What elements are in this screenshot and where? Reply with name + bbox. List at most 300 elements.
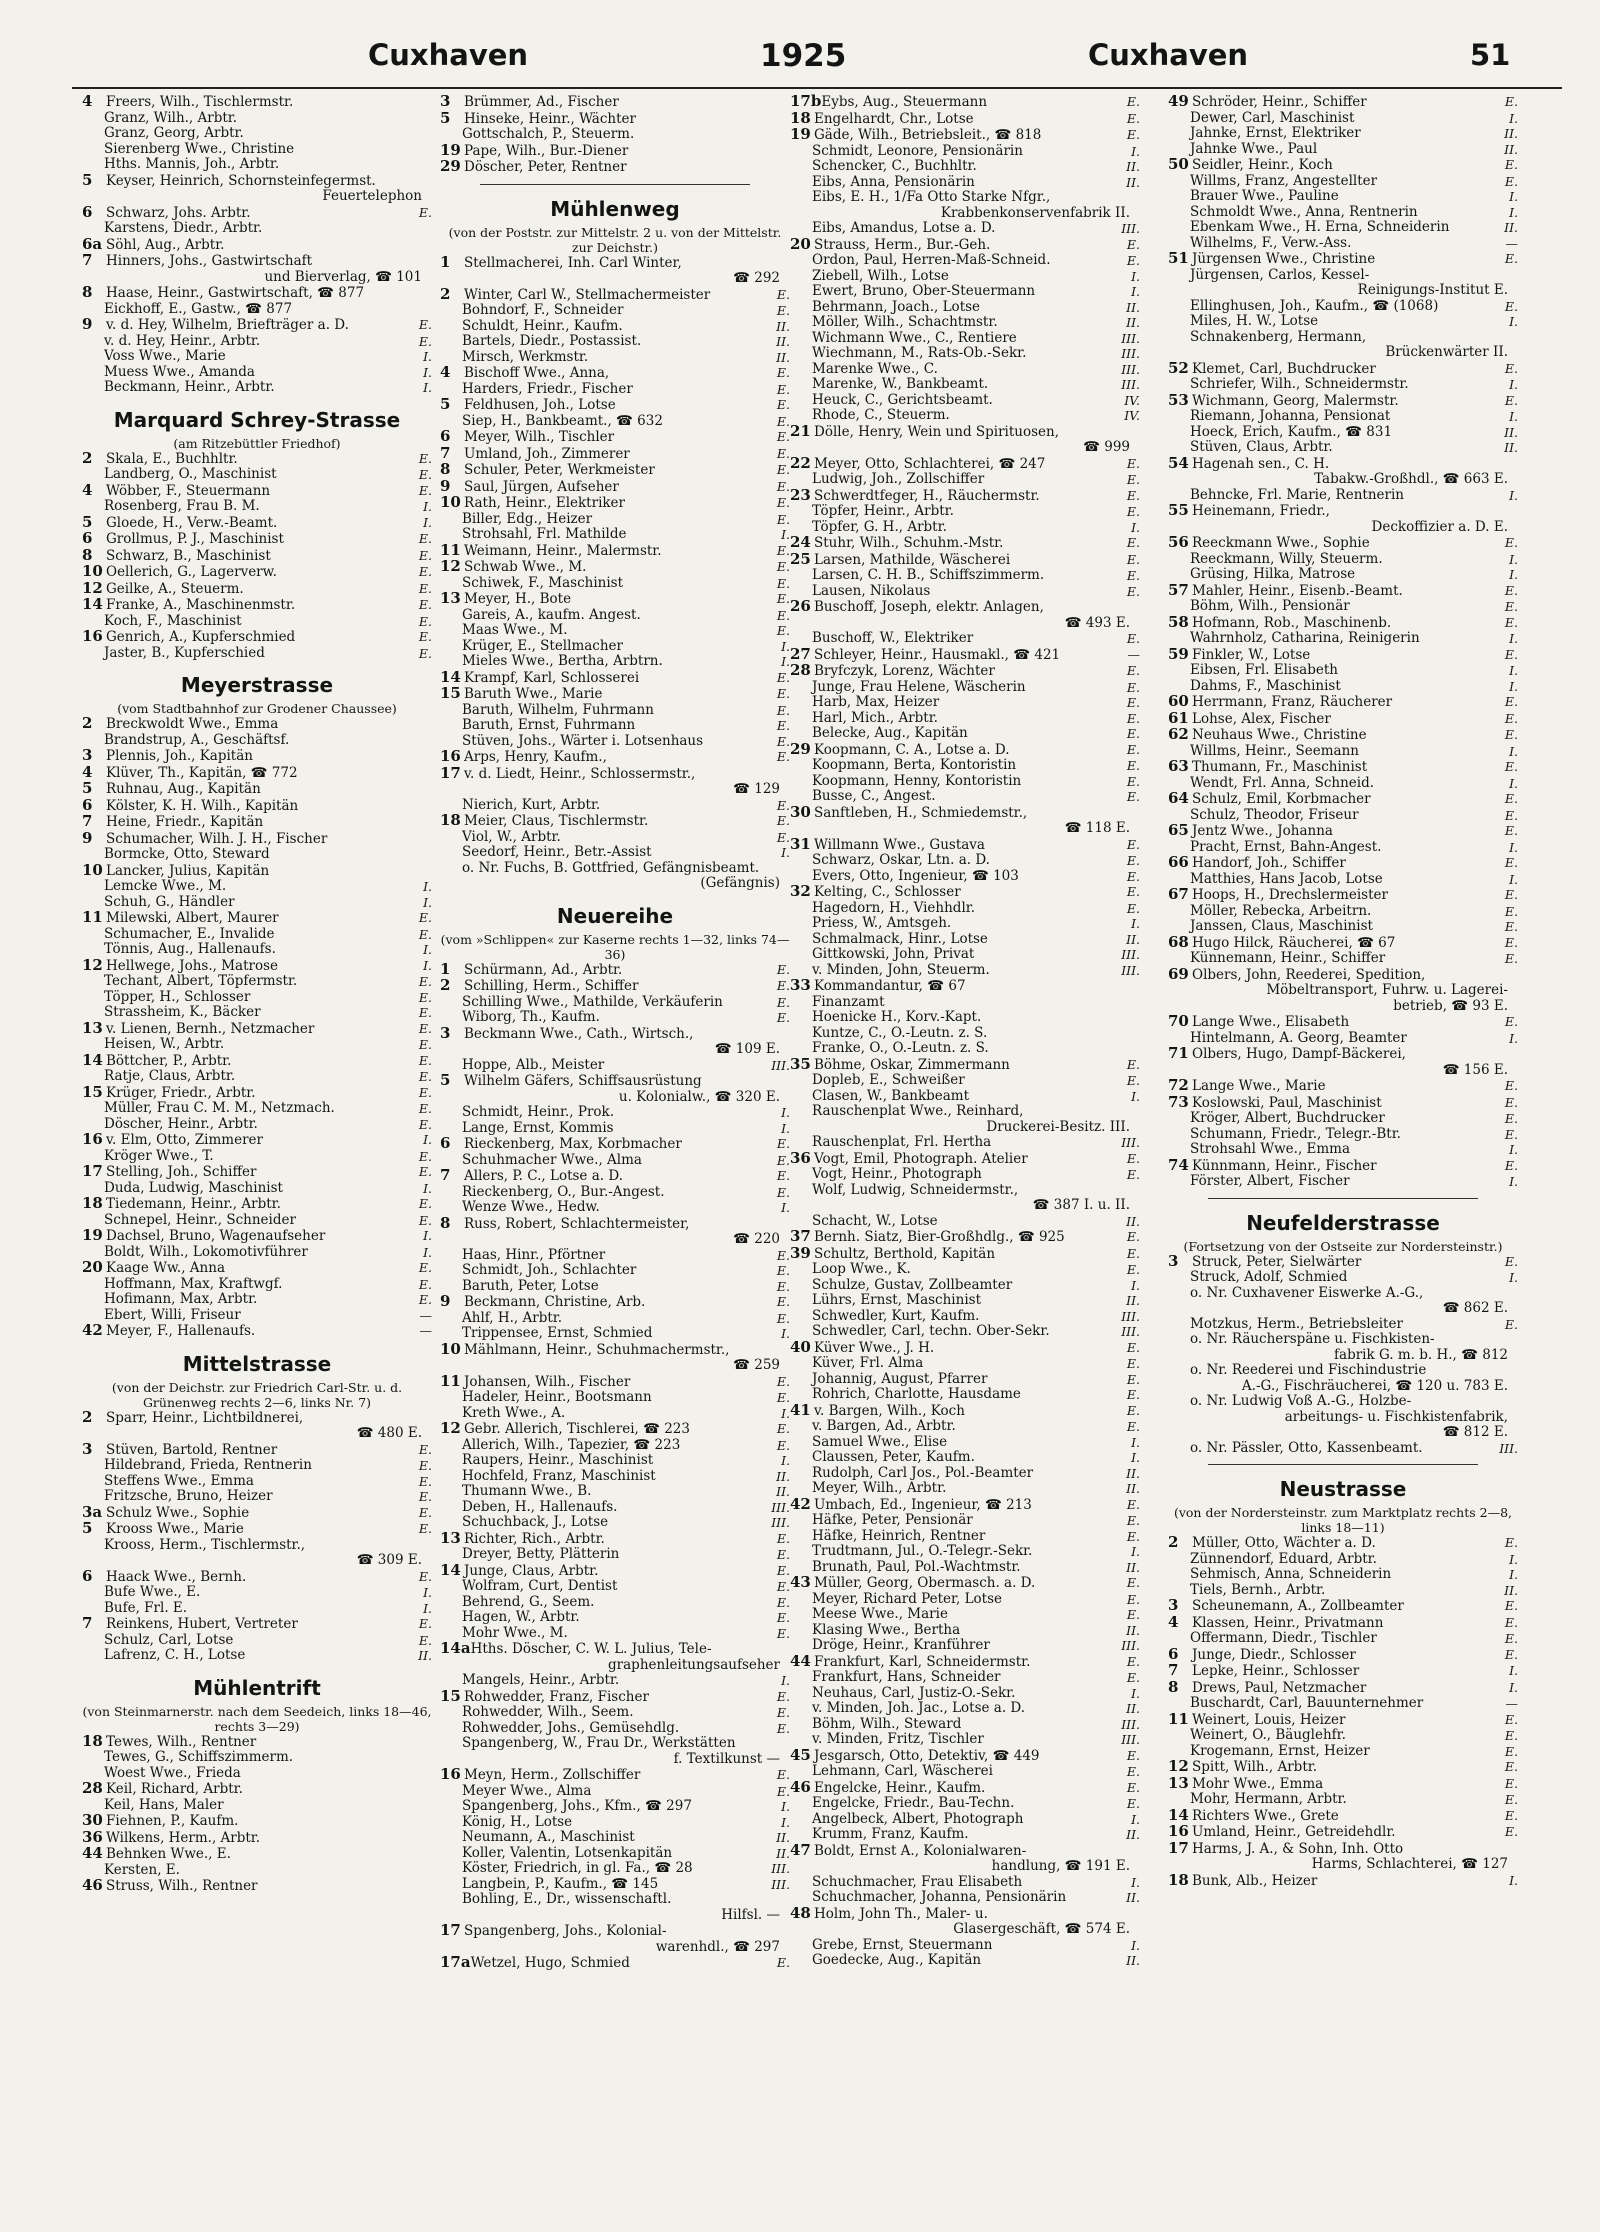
house-number: 72 (1168, 1078, 1189, 1094)
resident-text: Claussen, Peter, Kaufm. (812, 1450, 975, 1465)
floor-marker: II. (1126, 1827, 1140, 1842)
resident-entry (82, 142, 432, 158)
resident-text: Klüver, Th., Kapitän, ☎ 772 (106, 764, 298, 781)
resident-entry (440, 1406, 790, 1422)
resident-text: Krampf, Karl, Schlosserei (464, 669, 640, 686)
house-number: 44 (82, 1846, 103, 1862)
resident-entry (440, 1484, 790, 1500)
house-number: 15 (82, 1084, 103, 1101)
floor-marker: E. (776, 445, 790, 461)
resident-entry (440, 1626, 790, 1642)
resident-entry (790, 1135, 1140, 1151)
floor-marker: E. (1126, 127, 1140, 142)
resident-text: Sierenberg Wwe., Christine (104, 141, 295, 157)
resident-text: König, H., Lotse (462, 1814, 573, 1830)
resident-entry (82, 467, 432, 483)
resident-entry (790, 837, 1140, 854)
resident-text: Klasing Wwe., Bertha (812, 1622, 961, 1638)
floor-marker: E. (1126, 1607, 1140, 1622)
resident-text: Bufe, Frl. E. (104, 1600, 188, 1616)
resident-entry (1168, 631, 1518, 647)
floor-marker: — (1127, 646, 1140, 662)
floor-marker: E. (776, 286, 790, 302)
resident-entry (790, 947, 1140, 963)
resident-entry (1168, 1552, 1518, 1568)
floor-marker: E. (418, 1069, 432, 1084)
resident-entry (440, 1248, 790, 1264)
resident-entry (82, 1601, 432, 1617)
floor-marker: E. (418, 910, 432, 925)
resident-text: Meyer, Richard Peter, Lotse (812, 1591, 1003, 1607)
floor-marker: E. (1126, 1653, 1140, 1669)
resident-entry (82, 1569, 432, 1586)
resident-text: Lange Wwe., Elisabeth (1192, 1014, 1350, 1030)
resident-entry (82, 910, 432, 927)
resident-entry (440, 1294, 790, 1311)
floor-marker: E. (776, 1594, 790, 1610)
resident-entry (82, 942, 432, 958)
floor-marker: E. (1504, 1807, 1518, 1823)
floor-marker: I. (1509, 839, 1518, 855)
floor-marker: E. (1504, 157, 1518, 172)
resident-text: Plennis, Joh., Kapitän (106, 748, 253, 764)
resident-entry (1168, 205, 1518, 221)
floor-marker: I. (423, 364, 432, 380)
house-number: 18 (82, 1196, 103, 1212)
resident-text: Engelhardt, Chr., Lotse (814, 110, 974, 127)
resident-entry (440, 749, 790, 766)
resident-text: Meese Wwe., Marie (812, 1607, 948, 1622)
floor-marker: I. (1509, 871, 1518, 887)
resident-text: Brandstrup, A., Geschäftsf. (104, 732, 290, 748)
resident-entry (440, 1547, 790, 1563)
resident-text: Harms, J. A., & Sohn, Inh. Otto (1192, 1840, 1404, 1857)
floor-marker: E. (418, 482, 432, 498)
resident-text: Weinert, Louis, Heizer (1192, 1711, 1346, 1728)
floor-marker: E. (1126, 1402, 1140, 1418)
floor-marker: E. (418, 564, 432, 579)
resident-text: Neuhaus Wwe., Christine (1192, 727, 1367, 743)
resident-entry (440, 1390, 790, 1406)
resident-text: Küver Wwe., J. H. (814, 1339, 935, 1356)
house-number: 30 (790, 804, 811, 821)
resident-text: Riemann, Johanna, Pensionat (1190, 409, 1391, 424)
floor-marker: E. (1126, 535, 1140, 550)
floor-marker: E. (418, 1164, 432, 1179)
house-number: 7 (82, 253, 93, 269)
floor-marker: E. (418, 597, 432, 612)
resident-entry (1168, 1535, 1518, 1552)
resident-text: Koch, F., Maschinist (104, 613, 242, 629)
house-number: 6 (82, 531, 93, 547)
floor-marker: I. (1131, 143, 1140, 159)
resident-text: Müller, Otto, Wächter a. D. (1192, 1535, 1376, 1551)
floor-marker: E. (1126, 1339, 1140, 1355)
resident-text: v. Bargen, Ad., Arbtr. (812, 1419, 956, 1434)
floor-marker: III. (1121, 346, 1140, 361)
resident-entry (82, 94, 432, 111)
resident-text: Wenze Wwe., Hedw. (462, 1200, 600, 1215)
floor-marker: II. (1126, 1953, 1140, 1968)
resident-entry (790, 901, 1140, 917)
resident-text: Jentz Wwe., Johanna (1192, 823, 1333, 839)
resident-entry (82, 927, 432, 943)
resident-text: Muess Wwe., Amanda (104, 364, 255, 380)
resident-text: Engelcke, Friedr., Bau-Techn. (812, 1796, 1015, 1811)
resident-text: Bunk, Alb., Heizer (1192, 1872, 1318, 1889)
entry-continuation: Tabakw.-Großhdl., ☎ 663 E. (1314, 472, 1508, 487)
resident-entry (82, 1489, 432, 1505)
resident-entry (440, 414, 790, 430)
resident-text: Bryfczyk, Lorenz, Wächter (814, 663, 995, 679)
street-description: (vom Stadtbahnhof zur Grodener Chaussee) (117, 701, 397, 716)
floor-marker: E. (1504, 807, 1518, 823)
resident-text: Böttcher, P., Arbtr. (106, 1052, 232, 1069)
resident-entry (440, 830, 790, 846)
resident-entry (1168, 1776, 1518, 1793)
resident-entry (82, 1734, 432, 1751)
resident-text: Tewes, Wilh., Rentner (106, 1733, 257, 1750)
resident-entry (82, 253, 432, 270)
floor-marker: E. (418, 1504, 432, 1520)
resident-entry (1168, 1317, 1518, 1333)
resident-text: Meyer, Wilh., Tischler (464, 429, 615, 445)
resident-text: Schmalmack, Hinr., Lotse (812, 931, 988, 947)
resident-entry (1168, 1712, 1518, 1729)
floor-marker: I. (781, 845, 790, 860)
resident-text: Töpper, H., Schlosser (104, 989, 251, 1005)
resident-text: Schmidt, Joh., Schlachter (462, 1263, 637, 1278)
house-number: 39 (790, 1245, 811, 1262)
floor-marker: E. (776, 1437, 790, 1453)
resident-entry (1168, 1142, 1518, 1158)
resident-text: Schuh, G., Händler (104, 894, 235, 910)
resident-text: Keil, Hans, Maler (104, 1797, 224, 1813)
resident-text: Thumann, Fr., Maschinist (1192, 759, 1368, 775)
resident-text: Finanzamt (812, 994, 885, 1010)
resident-entry (440, 1563, 790, 1580)
house-number: 16 (440, 749, 461, 765)
resident-entry (440, 559, 790, 576)
resident-text: Woest Wwe., Frieda (104, 1765, 241, 1781)
floor-marker: E. (1504, 251, 1518, 266)
resident-text: Jesgarsch, Otto, Detektiv, ☎ 449 (814, 1747, 1040, 1764)
floor-marker: I. (423, 1600, 432, 1616)
resident-entry (790, 1010, 1140, 1026)
resident-entry (1168, 440, 1518, 456)
resident-text: Krooss, Herm., Tischlermstr., (104, 1537, 306, 1553)
resident-entry (1168, 393, 1518, 410)
resident-entry (82, 765, 432, 782)
resident-text: Hoppe, Alb., Meister (462, 1057, 605, 1073)
resident-entry (82, 317, 432, 334)
resident-text: Schumacher, Wilh. J. H., Fischer (106, 830, 328, 847)
resident-text: Schröder, Heinr., Schiffer (1192, 94, 1367, 110)
resident-text: Wilhelm Gäfers, Schiffsausrüstung (464, 1073, 702, 1089)
resident-text: Reeckmann Wwe., Sophie (1192, 535, 1370, 551)
floor-marker: I. (423, 1228, 432, 1243)
resident-entry (790, 159, 1140, 175)
floor-marker: E. (1126, 1528, 1140, 1544)
floor-marker: E. (776, 1688, 790, 1704)
resident-entry (440, 1767, 790, 1784)
floor-marker: E. (418, 1084, 432, 1100)
resident-text: Schwab Wwe., M. (464, 559, 587, 575)
floor-marker: E. (1126, 455, 1140, 471)
resident-entry (790, 1104, 1140, 1120)
resident-entry (790, 1780, 1140, 1797)
resident-text: Eickhoff, E., Gastw., ☎ 877 (104, 301, 293, 317)
resident-entry (790, 1419, 1140, 1435)
floor-marker: III. (1121, 962, 1140, 978)
house-number: 14 (1168, 1807, 1189, 1824)
floor-marker: E. (1126, 1229, 1140, 1244)
resident-entry (82, 1830, 432, 1847)
floor-marker: E. (1504, 1253, 1518, 1269)
resident-text: Kreth Wwe., A. (462, 1405, 566, 1421)
house-number: 4 (82, 94, 93, 110)
resident-text: Rohwedder, Wilh., Seem. (462, 1705, 634, 1720)
floor-marker: E. (418, 204, 432, 220)
resident-text: Hintelmann, A. Georg, Beamter (1190, 1030, 1407, 1046)
house-number: 2 (440, 978, 451, 994)
entry-continuation: und Bierverlag, ☎ 101 (264, 269, 422, 285)
floor-marker: I. (1509, 567, 1518, 582)
resident-text: Umbach, Ed., Ingenieur, ☎ 213 (814, 1496, 1032, 1513)
resident-entry (790, 472, 1140, 488)
floor-marker: I. (423, 942, 432, 957)
resident-text: Schürmann, Ad., Arbtr. (464, 961, 623, 978)
floor-marker: I. (781, 1105, 790, 1120)
resident-entry (1168, 1680, 1518, 1697)
resident-entry (790, 127, 1140, 144)
house-number: 2 (440, 286, 451, 303)
resident-entry (790, 346, 1140, 362)
resident-entry (440, 608, 790, 624)
floor-marker: E. (418, 1632, 432, 1648)
resident-entry (82, 1863, 432, 1879)
resident-entry (82, 111, 432, 127)
floor-marker: II. (1126, 1890, 1140, 1905)
resident-text: Matthies, Hans Jacob, Lotse (1190, 871, 1383, 887)
resident-entry (790, 1183, 1140, 1199)
resident-entry (1168, 1332, 1518, 1348)
floor-marker: E. (1504, 360, 1518, 376)
resident-text: Lehmann, Carl, Wäscherei (812, 1764, 993, 1779)
house-number: 18 (440, 813, 461, 829)
resident-entry (790, 680, 1140, 696)
floor-marker: E. (418, 450, 432, 466)
floor-marker: I. (1509, 204, 1518, 220)
floor-marker: E. (1126, 487, 1140, 503)
resident-entry (82, 748, 432, 765)
floor-marker: II. (1126, 315, 1140, 330)
resident-text: Zünnendorf, Eduard, Arbtr. (1190, 1551, 1377, 1567)
resident-text: Janssen, Claus, Maschinist (1190, 919, 1373, 934)
entry-continuation: ☎ 118 E. (1064, 821, 1130, 836)
resident-text: Schwarz, Johs. Arbtr. (106, 204, 251, 221)
resident-text: Viol, W., Arbtr. (462, 829, 561, 845)
floor-marker: I. (781, 1200, 790, 1215)
floor-marker: E. (418, 1196, 432, 1211)
floor-marker: E. (1504, 646, 1518, 662)
resident-entry (1168, 1873, 1518, 1890)
resident-entry (82, 990, 432, 1006)
floor-marker: E. (776, 1152, 790, 1168)
resident-text: Pape, Wilh., Bur.-Diener (464, 142, 629, 159)
resident-entry (1168, 1363, 1518, 1379)
resident-entry (82, 1585, 432, 1601)
header-rule (72, 87, 1562, 89)
resident-entry (1168, 1127, 1518, 1143)
resident-text: Lange, Ernst, Kommis (462, 1120, 614, 1136)
resident-text: Heisen, W., Arbtr. (104, 1037, 225, 1052)
resident-entry (1168, 855, 1518, 872)
floor-marker: E. (776, 1955, 790, 1970)
resident-text: Wilkens, Herm., Arbtr. (106, 1829, 261, 1846)
floor-marker: I. (1509, 743, 1518, 759)
floor-marker: E. (1504, 1078, 1518, 1093)
resident-entry (790, 535, 1140, 552)
floor-marker: E. (418, 1616, 432, 1631)
resident-text: Deben, H., Hallenaufs. (462, 1499, 618, 1515)
resident-text: Schnakenberg, Hermann, (1190, 329, 1367, 345)
floor-marker: I. (1509, 663, 1518, 678)
entry-continuation: Brückenwärter II. (1385, 345, 1508, 360)
resident-entry (1168, 1286, 1518, 1302)
floor-marker: I. (1509, 678, 1518, 694)
house-number: 6 (440, 429, 451, 445)
resident-text: Thumann Wwe., B. (462, 1484, 592, 1499)
floor-marker: E. (776, 1310, 790, 1326)
resident-text: Schwedler, Kurt, Kaufm. (812, 1308, 980, 1324)
entry-continuation: Harms, Schlachterei, ☎ 127 (1311, 1857, 1508, 1872)
floor-marker: E. (1126, 679, 1140, 695)
resident-entry (790, 774, 1140, 790)
resident-text: Hagen, W., Arbtr. (462, 1610, 580, 1625)
floor-marker: I. (423, 380, 432, 395)
floor-marker: E. (1126, 1670, 1140, 1685)
resident-entry (1168, 663, 1518, 679)
resident-text: v. Minden, Fritz, Tischler (812, 1732, 984, 1747)
floor-marker: E. (776, 413, 790, 429)
entry-continuation: ☎ 480 E. (356, 1426, 422, 1441)
house-number: 5 (82, 1521, 93, 1537)
resident-text: Schuchmacher, Johanna, Pensionärin (812, 1890, 1067, 1905)
resident-entry (1168, 599, 1518, 615)
entry-continuation: Reinigungs-Institut E. (1357, 283, 1508, 298)
floor-marker: — (1505, 235, 1518, 251)
floor-marker: E. (418, 1458, 432, 1473)
resident-text: Herrmann, Franz, Räucherer (1192, 694, 1393, 710)
floor-marker: I. (1509, 551, 1518, 567)
resident-entry (440, 978, 790, 995)
floor-marker: E. (776, 797, 790, 813)
floor-marker: — (1505, 1696, 1518, 1711)
floor-marker: E. (1504, 823, 1518, 838)
house-number: 8 (440, 1215, 451, 1232)
resident-text: Stüven, Bartold, Rentner (106, 1441, 278, 1458)
house-number: 62 (1168, 727, 1189, 743)
floor-marker: E. (1126, 710, 1140, 726)
house-number: 3 (440, 1025, 451, 1042)
resident-entry (1168, 535, 1518, 552)
resident-text: Steffens Wwe., Emma (104, 1473, 254, 1489)
resident-text: Ordon, Paul, Herren-Maß-Schneid. (812, 253, 1051, 268)
floor-marker: E. (776, 1610, 790, 1625)
resident-entry (1168, 456, 1518, 473)
resident-entry (82, 1277, 432, 1293)
resident-text: o. Nr. Ludwig Voß A.-G., Holzbe- (1190, 1394, 1412, 1409)
resident-text: Lancker, Julius, Kapitän (106, 862, 270, 879)
resident-entry (82, 895, 432, 911)
floor-marker: I. (781, 1405, 790, 1421)
resident-text: Junge, Diedr., Schlosser (1192, 1646, 1356, 1663)
resident-text: Beckmann, Heinr., Arbtr. (104, 380, 275, 395)
street-description: (Fortsetzung von der Ostseite zur Nordersteinstr.) (1183, 1238, 1503, 1254)
resident-text: Koller, Valentin, Lotsenkapitän (462, 1845, 673, 1861)
entry-continuation: ☎ 292 (733, 271, 780, 286)
floor-marker: E. (1126, 1779, 1140, 1795)
resident-text: Skala, E., Buchhltr. (106, 450, 238, 467)
resident-entry (1168, 552, 1518, 568)
house-number: 17 (440, 1923, 461, 1939)
resident-entry (790, 1875, 1140, 1891)
resident-entry (440, 527, 790, 543)
resident-entry (790, 1796, 1140, 1812)
resident-text: Rieckenberg, Max, Korbmacher (464, 1136, 682, 1152)
house-number: 74 (1168, 1157, 1189, 1174)
floor-marker: E. (1504, 1743, 1518, 1759)
floor-marker: E. (418, 1292, 432, 1307)
resident-text: Goedecke, Aug., Kapitän (812, 1953, 982, 1968)
house-number: 41 (790, 1402, 811, 1419)
resident-text: Ratje, Claus, Arbtr. (104, 1069, 236, 1084)
resident-text: Lepke, Heinr., Schlosser (1192, 1663, 1360, 1679)
resident-entry (82, 1766, 432, 1782)
resident-text: Winter, Carl W., Stellmachermeister (464, 286, 711, 303)
resident-entry (82, 1245, 432, 1261)
resident-text: Boldt, Wilh., Lokomotivführer (104, 1244, 308, 1260)
resident-entry (1168, 189, 1518, 205)
resident-entry (790, 1089, 1140, 1105)
floor-marker: E. (776, 1783, 790, 1799)
resident-text: Clasen, W., Bankbeamt (812, 1088, 970, 1104)
house-number: 4 (1168, 1614, 1179, 1631)
street-description: (von der Deichstr. zur Friedrich Carl-Str. u. d. Grünenweg rechts 2—6, links Nr. 7) (111, 1379, 403, 1410)
resident-text: Schwerdtfeger, H., Räuchermstr. (814, 487, 1040, 504)
floor-marker: E. (776, 397, 790, 412)
resident-text: Strassheim, K., Bäcker (104, 1005, 261, 1020)
resident-entry (82, 1308, 432, 1324)
floor-marker: E. (776, 978, 790, 993)
floor-marker: III. (1121, 947, 1140, 962)
entry-continuation: ☎ 812 E. (1442, 1425, 1508, 1440)
resident-entry (82, 798, 432, 815)
resident-text: Stuhr, Wilh., Schuhm.-Mstr. (814, 535, 1004, 551)
resident-entry (790, 631, 1140, 647)
floor-marker: I. (423, 349, 432, 364)
resident-text: Eibs, E. H., 1/Fa Otto Starke Nfgr., (812, 190, 1051, 205)
resident-text: Künnmann, Heinr., Fischer (1192, 1157, 1377, 1174)
house-number: 6a (82, 236, 103, 253)
resident-text: Möller, Wilh., Schachtmstr. (812, 315, 998, 330)
resident-entry (790, 1403, 1140, 1420)
floor-marker: I. (423, 1132, 432, 1147)
house-number: 7 (440, 445, 451, 462)
floor-marker: E. (1126, 583, 1140, 599)
house-number: 33 (790, 978, 811, 994)
